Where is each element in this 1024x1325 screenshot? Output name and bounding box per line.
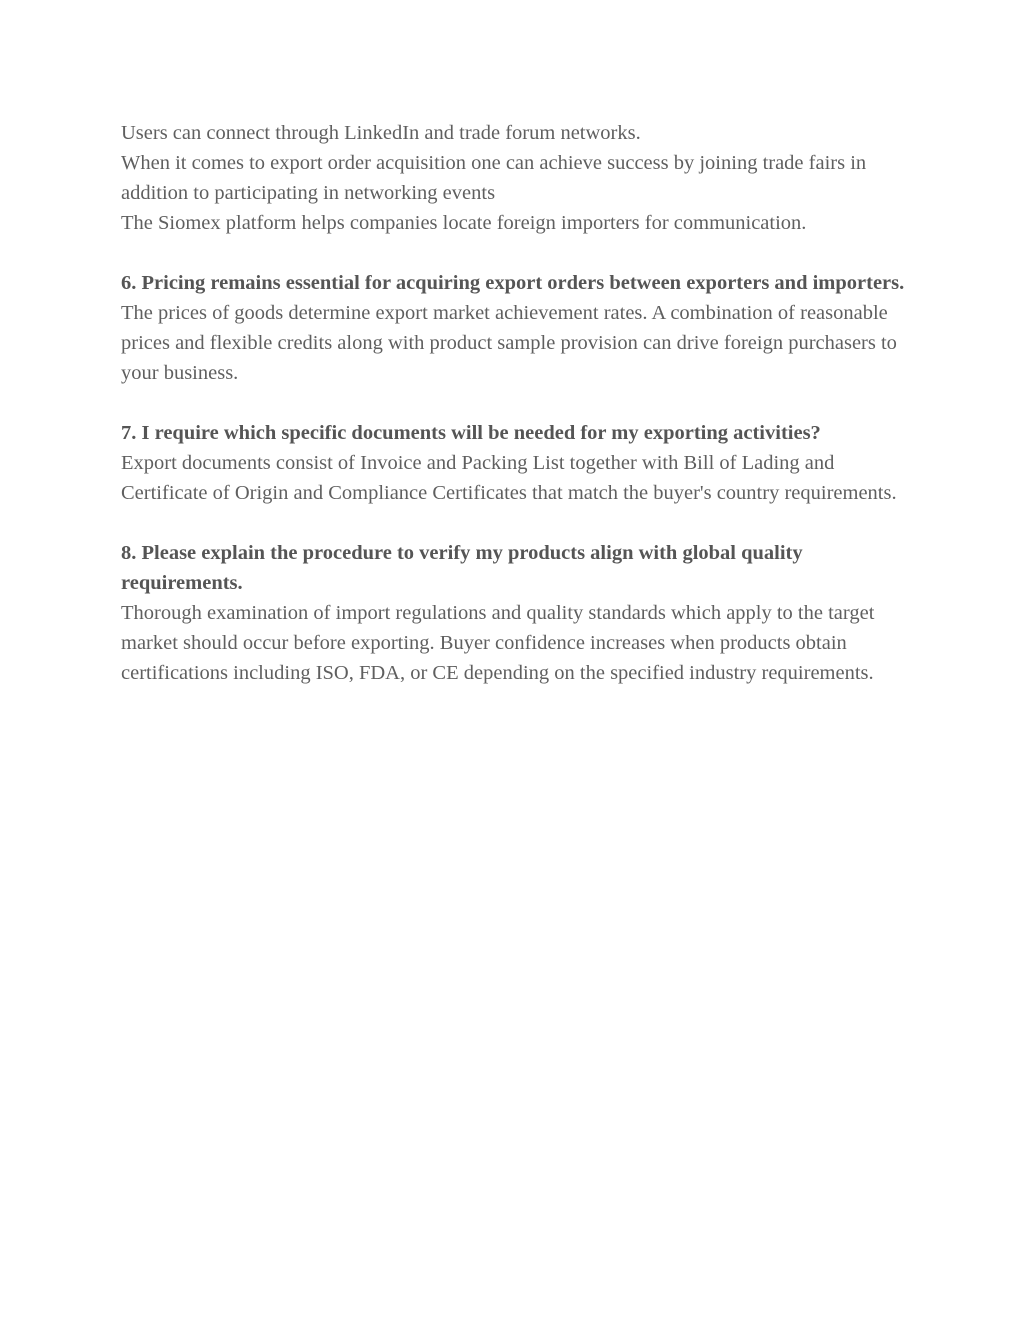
faq-answer: The prices of goods determine export market achievement rates. A combination of reasonable prices and flexible credits along with product sample provision can drive foreign purchasers to your business. bbox=[121, 302, 897, 384]
section-spacer bbox=[121, 388, 921, 418]
faq-answer: Export documents consist of Invoice and Packing List together with Bill of Lading and Certificate of Origin and Compliance Certificates that match the buyer's country requirements. bbox=[121, 452, 897, 504]
intro-paragraph-1: Users can connect through LinkedIn and trade forum networks. bbox=[121, 122, 641, 144]
faq-item-7 bbox=[121, 418, 921, 508]
section-spacer bbox=[121, 508, 921, 538]
faq-question: 7. I require which specific documents will be needed for my exporting activities? bbox=[121, 422, 821, 444]
faq-item-6 bbox=[121, 268, 921, 388]
intro-paragraph-2: When it comes to export order acquisition one can achieve success by joining trade fairs in addition to participating in networking events bbox=[121, 152, 867, 204]
faq-question: 8. Please explain the procedure to verify my products align with global quality requirements. bbox=[121, 542, 803, 594]
section-spacer bbox=[121, 238, 921, 268]
faq-item-8 bbox=[121, 538, 921, 688]
faq-question: 6. Pricing remains essential for acquiring export orders between exporters and importers. bbox=[121, 272, 905, 294]
document-page bbox=[121, 118, 921, 688]
faq-answer: Thorough examination of import regulations and quality standards which apply to the target market should occur before exporting. Buyer confidence increases when products obtain certifications including ISO, FDA, or CE depending on the specified industry requirements. bbox=[121, 602, 875, 684]
intro-paragraph-3: The Siomex platform helps companies locate foreign importers for communication. bbox=[121, 212, 807, 234]
